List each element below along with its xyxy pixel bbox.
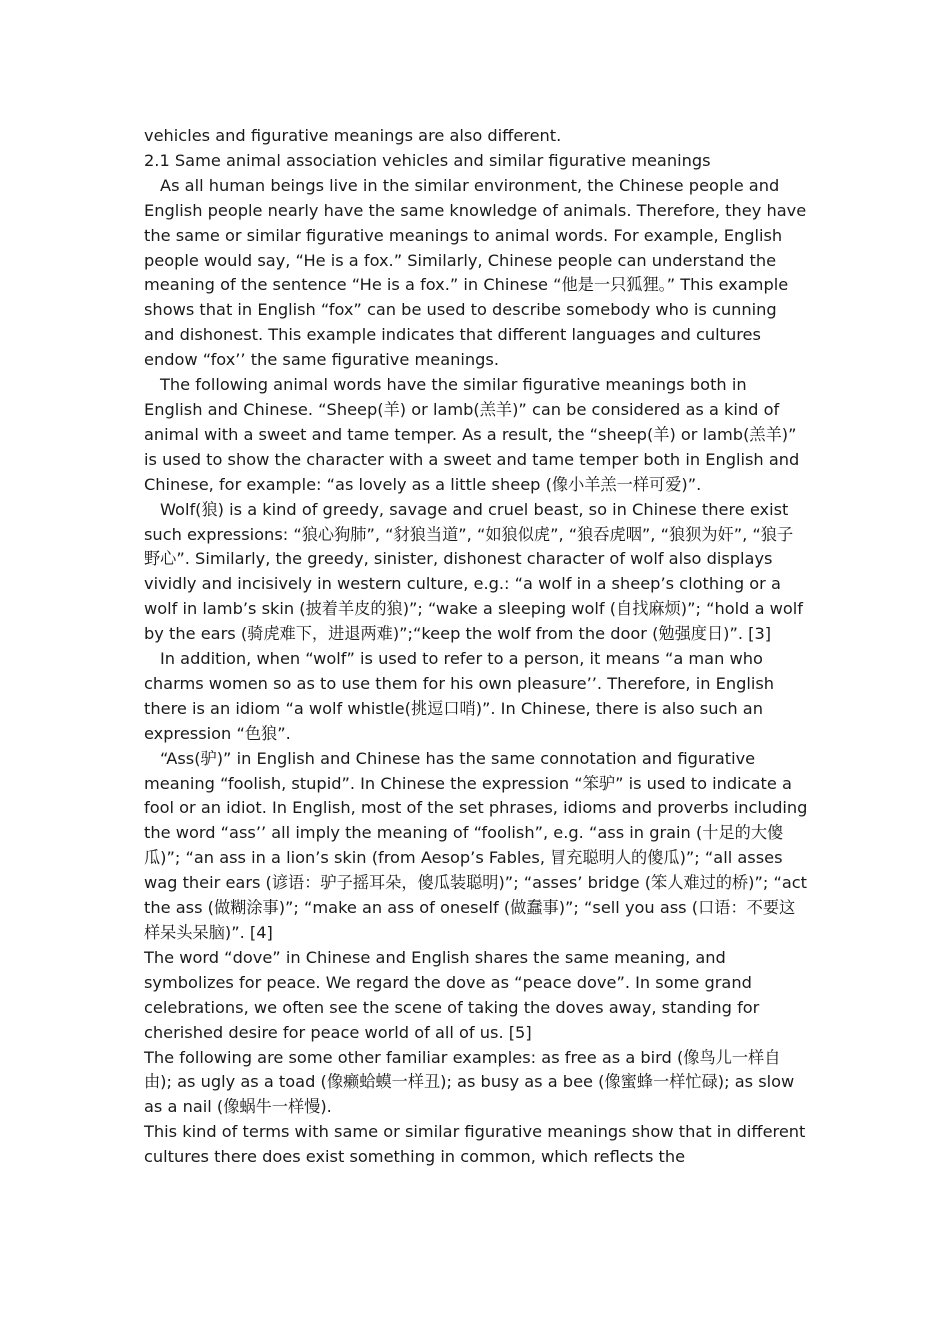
paragraph-ass: “Ass(驴)” in English and Chinese has the same connotation and figurative meaning “foolish, stupid”. In Chinese the expression “笨驴” is used to indicate a fool or an idiot. In English, most of the set phrases, idioms and proverbs including the word “ass’’ all imply the meaning of “foolish”, e.g. “ass in grain (十足的大傻瓜)”; “an ass in a lion’s skin (from Aesop’s Fables, 冒充聪明人的傻瓜)”; “all asses wag their ears (谚语：驴子摇耳朵，傻瓜装聪明)”; “asses’ bridge (笨人难过的桥)”; “act the ass (做糊涂事)”; “make an ass of oneself (做蠢事)”; “sell you ass (口语：不要这样呆头呆脑)”. [4]	[144, 748, 808, 942]
paragraph-wolf: Wolf(狼) is a kind of greedy, savage and cruel beast, so in Chinese there exist such expressions: “狼心狗肺”, “豺狼当道”, “如狼似虎”, “狼吞虎咽”, “狼狈为奸”, “狼子野心”. Similarly, the greedy, sinister, dishonest character of wolf also displays vividly and incisively in western culture, e.g.: “a wolf in a sheep’s clothing or a wolf in lamb’s skin (披着羊皮的狼)”; “wake a sleeping wolf (自找麻烦)”; “hold a wolf by the ears (骑虎难下，进退两难)”;“keep the wolf from the door (勉强度日)”. [3]	[144, 499, 803, 644]
paragraph-dove: The word “dove” in Chinese and English shares the same meaning, and symbolizes for peace. We regard the dove as “peace dove”. In some grand celebrations, we often see the scene of taking the doves away, standing for cherished desire for peace world of all of us. [5]	[144, 947, 760, 1042]
paragraph-sheep: The following animal words have the similar figurative meanings both in English and Chinese. “Sheep(羊) or lamb(羔羊)” can be considered as a kind of animal with a sweet and tame temper. As a result, the “sheep(羊) or lamb(羔羊)” is used to show the character with a sweet and tame temper both in English and Chinese, for example: “as lovely as a little sheep (像小羊羔一样可爱)”.	[144, 375, 800, 494]
section-heading: 2.1 Same animal association vehicles and similar figurative meanings	[144, 150, 711, 170]
paragraph-continuation: vehicles and figurative meanings are also different.	[144, 126, 562, 145]
document-body	[144, 124, 808, 1170]
paragraph-examples: The following are some other familiar examples: as free as a bird (像鸟儿一样自由); as ugly as a toad (像癞蛤蟆一样丑); as busy as a bee (像蜜蜂一样忙碌); as slow as a nail (像蜗牛一样慢).	[144, 1047, 795, 1117]
paragraph-fox: As all human beings live in the similar environment, the Chinese people and English people nearly have the same knowledge of animals. Therefore, they have the same or similar figurative meanings to animal words. For example, English people would say, “He is a fox.” Similarly, Chinese people can understand the meaning of the sentence “He is a fox.” in Chinese “他是一只狐狸。” This example shows that in English “fox” can be used to describe somebody who is cunning and dishonest. This example indicates that different languages and cultures endow “fox’’ the same figurative meanings.	[144, 175, 807, 370]
paragraph-wolf-person: In addition, when “wolf” is used to refer to a person, it means “a man who charms women so as to use them for his own pleasure’’. Therefore, in English there is an idiom “a wolf whistle(挑逗口哨)”. In Chinese, there is also such an expression “色狼”.	[144, 649, 775, 743]
paragraph-conclusion: This kind of terms with same or similar figurative meanings show that in different cultures there does exist something in common, which reflects the	[144, 1122, 806, 1167]
